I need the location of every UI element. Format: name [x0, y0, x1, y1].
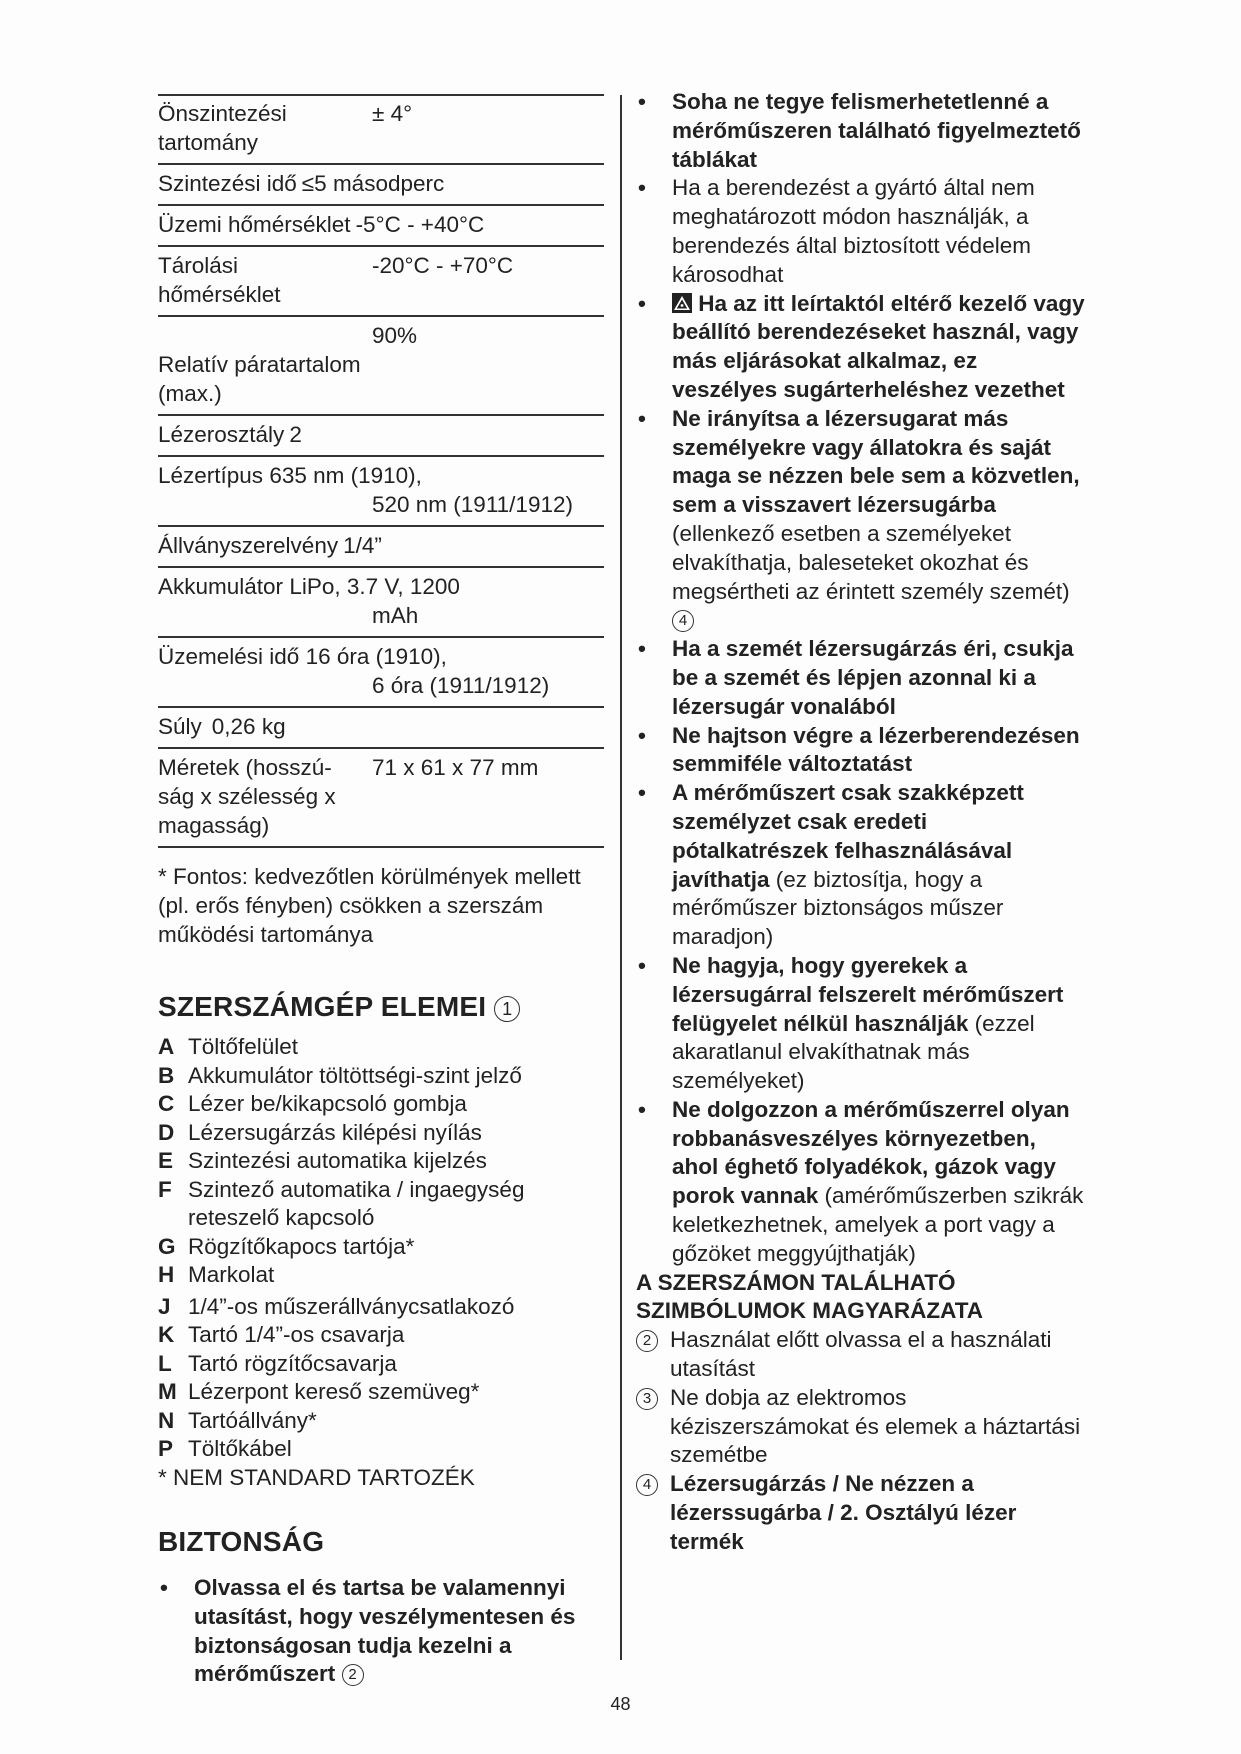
item-letter: N: [158, 1407, 175, 1433]
symbol-text: Használat előtt olvassa el a használati utasítást: [670, 1327, 1052, 1382]
spec-row: [158, 638, 604, 708]
list-item: [636, 88, 1086, 174]
spec-row: [158, 247, 604, 317]
item-text: 1/4”-os műszerállványcsatlakozó: [188, 1293, 515, 1319]
spec-label: Relatív páratartalom (max.): [158, 352, 361, 406]
bullet-text: (ez biztosítja, hogy a mérőműszer biztonságos műszer maradjon): [672, 866, 1004, 950]
column-divider: [620, 95, 622, 1660]
spec-row: [158, 317, 604, 416]
spec-value: 1/4”: [343, 533, 382, 558]
item-letter: F: [158, 1176, 172, 1202]
spec-row: [158, 206, 604, 247]
list-item: [158, 1378, 604, 1407]
bullet-text: (ezzel akaratlanul elvakíthatnak más személyeket): [672, 1010, 1035, 1094]
spec-label: Üzemi hőmérséklet: [158, 212, 351, 237]
item-letter: P: [158, 1436, 174, 1461]
symbol-number: 3: [636, 1388, 658, 1410]
item-letter: C: [158, 1091, 175, 1116]
figure-ref: 1: [494, 996, 520, 1022]
list-item: [636, 405, 1086, 635]
symbol-item: [636, 1326, 1086, 1384]
list-item: [636, 290, 1086, 405]
item-text: Töltőfelület: [188, 1034, 299, 1059]
spec-row: [158, 416, 604, 457]
item-text: Tartó 1/4”-os csavarja: [188, 1322, 405, 1347]
bullet-text: (ellenkező esetben a személyeket elvakíthatja, baleseteket okozhat és megsértheti az érintett személy szemét): [672, 520, 1070, 604]
laser-warning-icon: [672, 293, 692, 313]
components-list: [158, 1033, 604, 1464]
item-letter: D: [158, 1119, 175, 1145]
item-letter: H: [158, 1262, 175, 1287]
list-item: [636, 1096, 1086, 1269]
list-item: [158, 1574, 604, 1689]
symbol-ref: 4: [672, 610, 694, 632]
spec-note: * Fontos: kedvezőtlen körülmények mellett (pl. erős fényben) csökken a szerszám működési tartománya: [158, 864, 581, 947]
item-letter: J: [158, 1293, 171, 1319]
symbol-text: Lézersugárzás / Ne nézzen a lézerssugárba / 2. Osztályú lézer termék: [670, 1471, 1017, 1554]
symbols-heading-line: A SZERSZÁMON TALÁLHATÓ: [636, 1269, 956, 1295]
safety-list-right: [636, 88, 1086, 1269]
list-item: [158, 1261, 604, 1290]
item-text: Töltőkábel: [188, 1436, 292, 1461]
spec-row: [158, 527, 604, 568]
item-text: Szintező automatika / ingaegység reteszelő kapcsoló: [188, 1176, 525, 1230]
spec-label: Szintezési idő: [158, 171, 297, 196]
spec-row: [158, 708, 604, 749]
symbols-heading-line: SZIMBÓLUMOK MAGYARÁZATA: [636, 1298, 984, 1324]
item-text: Tartóállvány*: [188, 1407, 317, 1433]
bullet-bold-text: Ha az itt leírtaktól eltérő kezelő vagy beállító berendezéseket használ, vagy más eljárásokat alkalmaz, ez veszélyes sugárterheléshez vezethet: [672, 290, 1085, 402]
list-item: [158, 1090, 604, 1119]
spec-value: -20°C - +70°C: [372, 253, 514, 278]
list-item: [158, 1119, 604, 1148]
item-text: Szintezési automatika kijelzés: [188, 1148, 487, 1173]
spec-row: [158, 96, 604, 165]
symbol-text: Ne dobja az elektromos kéziszerszámokat és elemek a háztartási szemétbe: [670, 1384, 1081, 1468]
spec-value: -5°C - +40°C: [355, 212, 485, 237]
spec-label: Akkumulátor: [158, 574, 284, 599]
bullet-bold-text: Olvassa el és tartsa be valamennyi utasítást, hogy veszélymentesen és biztonságosan tudja kezelni a mérőműszert: [194, 1575, 576, 1687]
spec-label: Önszintezési tartomány: [158, 101, 287, 155]
spec-value: 71 x 61 x 77 mm: [372, 755, 539, 780]
spec-value: ± 4°: [372, 101, 413, 126]
spec-row: [158, 568, 604, 638]
spec-line: [158, 572, 604, 601]
bullet-bold-text: Ha a szemét lézersugárzás éri, csukja be a szemét és lépjen azonnal ki a lézersugár vonalából: [672, 636, 1074, 719]
safety-list-left: [158, 1574, 604, 1689]
spec-label: Állványszerelvény: [158, 533, 339, 558]
list-item: [158, 1435, 604, 1464]
spec-table: [158, 94, 604, 848]
non-standard-note: * NEM STANDARD TARTOZÉK: [158, 1464, 475, 1490]
item-letter: M: [158, 1379, 177, 1404]
list-item: [636, 635, 1086, 721]
item-text: Rögzítőkapocs tartója*: [188, 1233, 415, 1259]
bullet-bold-text: Ne dolgozzon a mérőműszerrel olyan robbanásveszélyes környezetben, ahol éghető folyadékok, gázok vagy porok vannak: [672, 1096, 1070, 1209]
spec-label: Lézerosztály: [158, 422, 285, 447]
list-item: [158, 1293, 604, 1322]
symbol-item: [636, 1470, 1086, 1556]
item-text: Tartó rögzítőcsavarja: [188, 1350, 397, 1376]
right-column: [636, 88, 1086, 1557]
item-text: Lézer be/kikapcsoló gombja: [188, 1091, 467, 1116]
list-item: [158, 1407, 604, 1436]
spec-row: [158, 165, 604, 206]
spec-line: [158, 461, 604, 490]
spec-row: [158, 457, 604, 527]
list-item: [158, 1321, 604, 1350]
list-item: [158, 1062, 604, 1091]
list-item: [158, 1350, 604, 1379]
item-letter: G: [158, 1233, 176, 1259]
list-item: [158, 1147, 604, 1176]
item-text: Lézersugárzás kilépési nyílás: [188, 1119, 482, 1145]
components-heading-text: SZERSZÁMGÉP ELEMEI: [158, 991, 487, 1022]
bullet-text: (amérőműszerben szikrák keletkezhetnek, amelyek a port vagy a gőzöket meggyújthatják): [672, 1183, 1084, 1266]
symbol-ref: 2: [342, 1664, 364, 1686]
spec-value: 16 óra (1910),: [305, 644, 447, 669]
item-text: Akkumulátor töltöttségi-szint jelző: [188, 1062, 522, 1088]
item-text: Lézerpont kereső szemüveg*: [188, 1379, 480, 1404]
item-text: Markolat: [188, 1262, 275, 1287]
list-item: [636, 779, 1086, 952]
bullet-bold-text: Soha ne tegye felismerhetetlenné a mérőműszeren található figyelmeztető táblákat: [672, 89, 1081, 172]
spec-value-line2: mAh: [372, 603, 419, 628]
bullet-text: Ha a berendezést a gyártó által nem meghatározott módon használják, a berendezés által biztosított védelem károsodhat: [672, 175, 1035, 287]
list-item: [636, 174, 1086, 289]
list-item: [158, 1233, 604, 1262]
spec-value: 635 nm (1910),: [269, 463, 422, 488]
bullet-bold-text: Ne hajtson végre a lézerberendezésen semmiféle változtatást: [672, 722, 1080, 777]
spec-value: 90%: [372, 323, 418, 348]
page-number: 48: [610, 1694, 631, 1714]
item-letter: K: [158, 1322, 175, 1347]
spec-row: [158, 749, 604, 848]
spec-label: Lézertípus: [158, 463, 264, 488]
bullet-bold-text: Ne irányítsa a lézersugarat más személyekre vagy állatokra és saját maga se nézzen bele sem a közvetlen, sem a visszavert lézersugárba: [672, 405, 1080, 518]
list-item: [636, 952, 1086, 1096]
list-item: [158, 1176, 604, 1233]
bullet-bold-text: Ne hagyja, hogy gyerekek a lézersugárral felszerelt mérőműszert felügyelet nélkül használják: [672, 952, 1064, 1036]
bullet-bold-text: A mérőműszert csak szakképzett személyzet csak eredeti pótalkatrészek felhasználásával javíthatja: [672, 780, 1024, 892]
spec-label: Súly: [158, 714, 202, 739]
spec-value: 2: [289, 422, 302, 447]
item-letter: E: [158, 1148, 174, 1173]
symbol-number: 2: [636, 1330, 658, 1352]
spec-value: 0,26 kg: [211, 714, 286, 739]
spec-value: ≤5 másodperc: [301, 171, 445, 196]
components-heading: [158, 991, 604, 1023]
spec-label: Méretek (hosszú-ság x szélesség x magasság): [158, 755, 336, 838]
left-column: [158, 94, 604, 1689]
spec-label: Üzemelési idő: [158, 644, 300, 669]
safety-heading: BIZTONSÁG: [158, 1526, 325, 1557]
item-letter: B: [158, 1062, 175, 1088]
symbols-heading: [636, 1269, 1086, 1327]
spec-value: LiPo, 3.7 V, 1200: [289, 574, 460, 599]
symbol-item: [636, 1384, 1086, 1470]
item-letter: L: [158, 1350, 172, 1376]
item-letter: A: [158, 1034, 175, 1059]
spec-value-line2: 6 óra (1911/1912): [372, 673, 550, 698]
spec-line: [158, 642, 604, 671]
list-item: [158, 1033, 604, 1062]
symbol-number: 4: [636, 1474, 658, 1496]
spec-label: Tárolási hőmérséklet: [158, 253, 281, 307]
list-item: [636, 722, 1086, 780]
spec-value-line2: 520 nm (1911/1912): [372, 492, 573, 517]
